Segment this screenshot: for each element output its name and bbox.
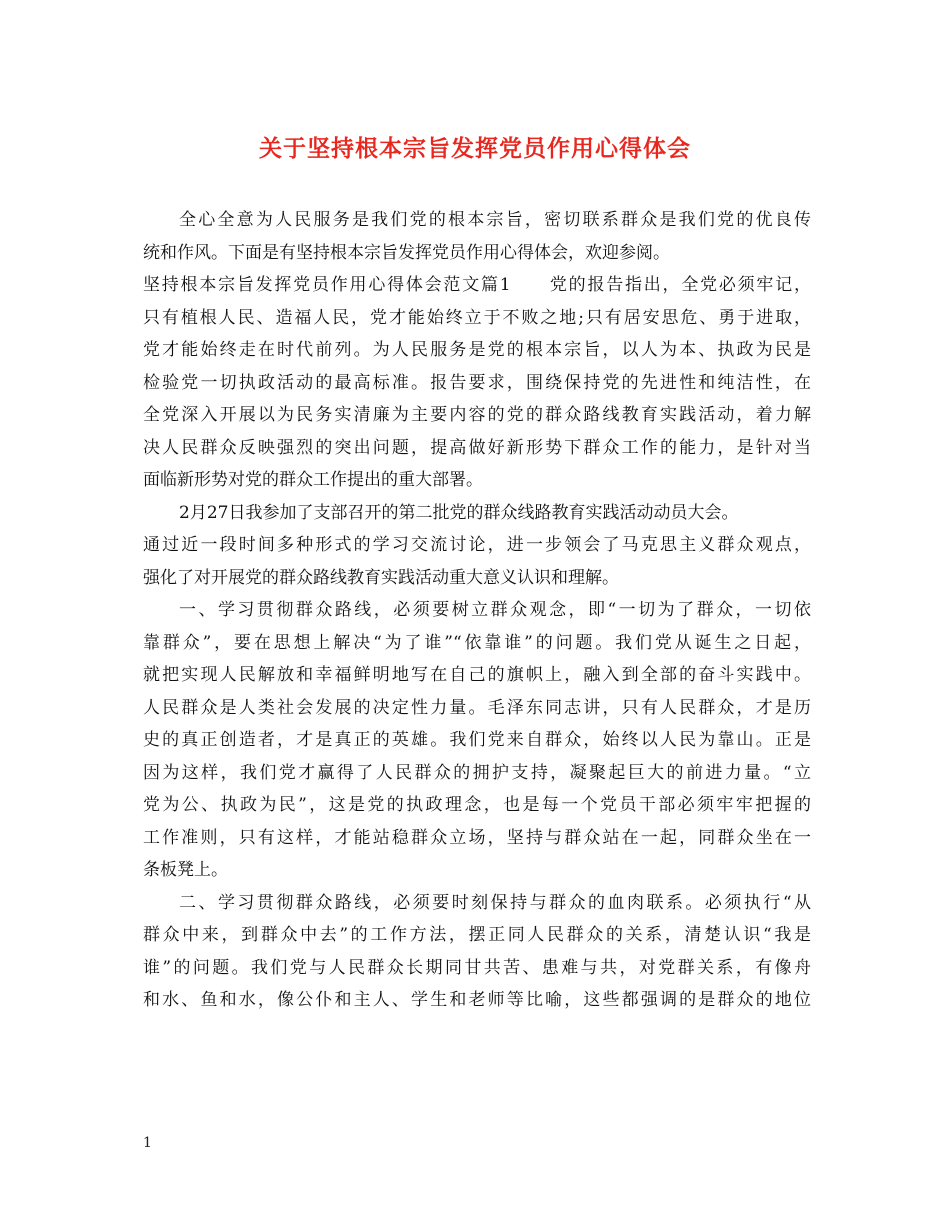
paragraph-line: 通过近一段时间多种形式的学习交流讨论，进一步领会了马克思主义群众观点， — [143, 535, 811, 555]
paragraph-line: 坚持根本宗旨发挥党员作用心得体会范文篇1 党的报告指出，全党必须牢记， — [143, 275, 811, 295]
document-title: 关于坚持根本宗旨发挥党员作用心得体会 — [259, 136, 691, 162]
paragraph-line: 一、学习贯彻群众路线，必须要树立群众观念，即“一切为了群众，一切依 — [179, 600, 811, 620]
paragraph-line: 群众中来，到群众中去”的工作方法，摆正同人民群众的关系，清楚认识“我是 — [143, 925, 811, 945]
paragraph-line: 条板凳上。 — [143, 860, 228, 880]
paragraph-line: 检验党一切执政活动的最高标准。报告要求，围绕保持党的先进性和纯洁性，在 — [143, 372, 811, 393]
paragraph-line: 强化了对开展党的群众路线教育实践活动重大意义认识和理解。 — [143, 567, 619, 588]
paragraph-line: 工作准则，只有这样，才能站稳群众立场，坚持与群众站在一起，同群众坐在一 — [143, 827, 811, 848]
paragraph-line: 谁”的问题。我们党与人民群众长期同甘共苦、患难与共，对党群关系，有像舟 — [143, 957, 811, 978]
paragraph-line: 面临新形势对党的群众工作提出的重大部署。 — [143, 470, 483, 490]
paragraph-line: 统和作风。下面是有坚持根本宗旨发挥党员作用心得体会，欢迎参阅。 — [143, 242, 670, 263]
paragraph-line: 因为这样，我们党才赢得了人民群众的拥护支持，凝聚起巨大的前进力量。“立 — [143, 762, 811, 783]
paragraph-line: 史的真正创造者，才是真正的英雄。我们党来自群众，始终以人民为靠山。正是 — [143, 730, 811, 750]
paragraph-line: 二、学习贯彻群众路线，必须要时刻保持与群众的血肉联系。必须执行“从 — [179, 892, 811, 913]
paragraph-line: 就把实现人民解放和幸福鲜明地写在自己的旗帜上，融入到全部的奋斗实践中。 — [143, 665, 811, 685]
paragraph-line: 党才能始终走在时代前列。为人民服务是党的根本宗旨，以人为本、执政为民是 — [143, 340, 811, 360]
paragraph-line: 全心全意为人民服务是我们党的根本宗旨，密切联系群众是我们党的优良传 — [179, 210, 811, 230]
paragraph-line: 人民群众是人类社会发展的决定性力量。毛泽东同志讲，只有人民群众，才是历 — [143, 697, 811, 718]
paragraph-line: 和水、鱼和水，像公仆和主人、学生和老师等比喻，这些都强调的是群众的地位 — [143, 990, 811, 1010]
paragraph-line: 只有植根人民、造福人民，党才能始终立于不败之地;只有居安思危、勇于进取， — [143, 307, 811, 328]
paragraph-line: 靠群众”，要在思想上解决“为了谁”“依靠谁”的问题。我们党从诞生之日起， — [143, 632, 811, 653]
paragraph-line: 2月27日我参加了支部召开的第二批党的群众线路教育实践活动动员大会。 — [179, 502, 739, 523]
page-number: 1 — [143, 1135, 152, 1151]
document-body — [143, 204, 811, 1017]
paragraph-line: 全党深入开展以为民务实清廉为主要内容的党的群众路线教育实践活动，着力解 — [143, 405, 811, 425]
paragraph-line: 决人民群众反映强烈的突出问题，提高做好新形势下群众工作的能力，是针对当 — [143, 437, 811, 458]
paragraph-line: 党为公、执政为民”，这是党的执政理念，也是每一个党员干部必须牢牢把握的 — [143, 795, 811, 815]
